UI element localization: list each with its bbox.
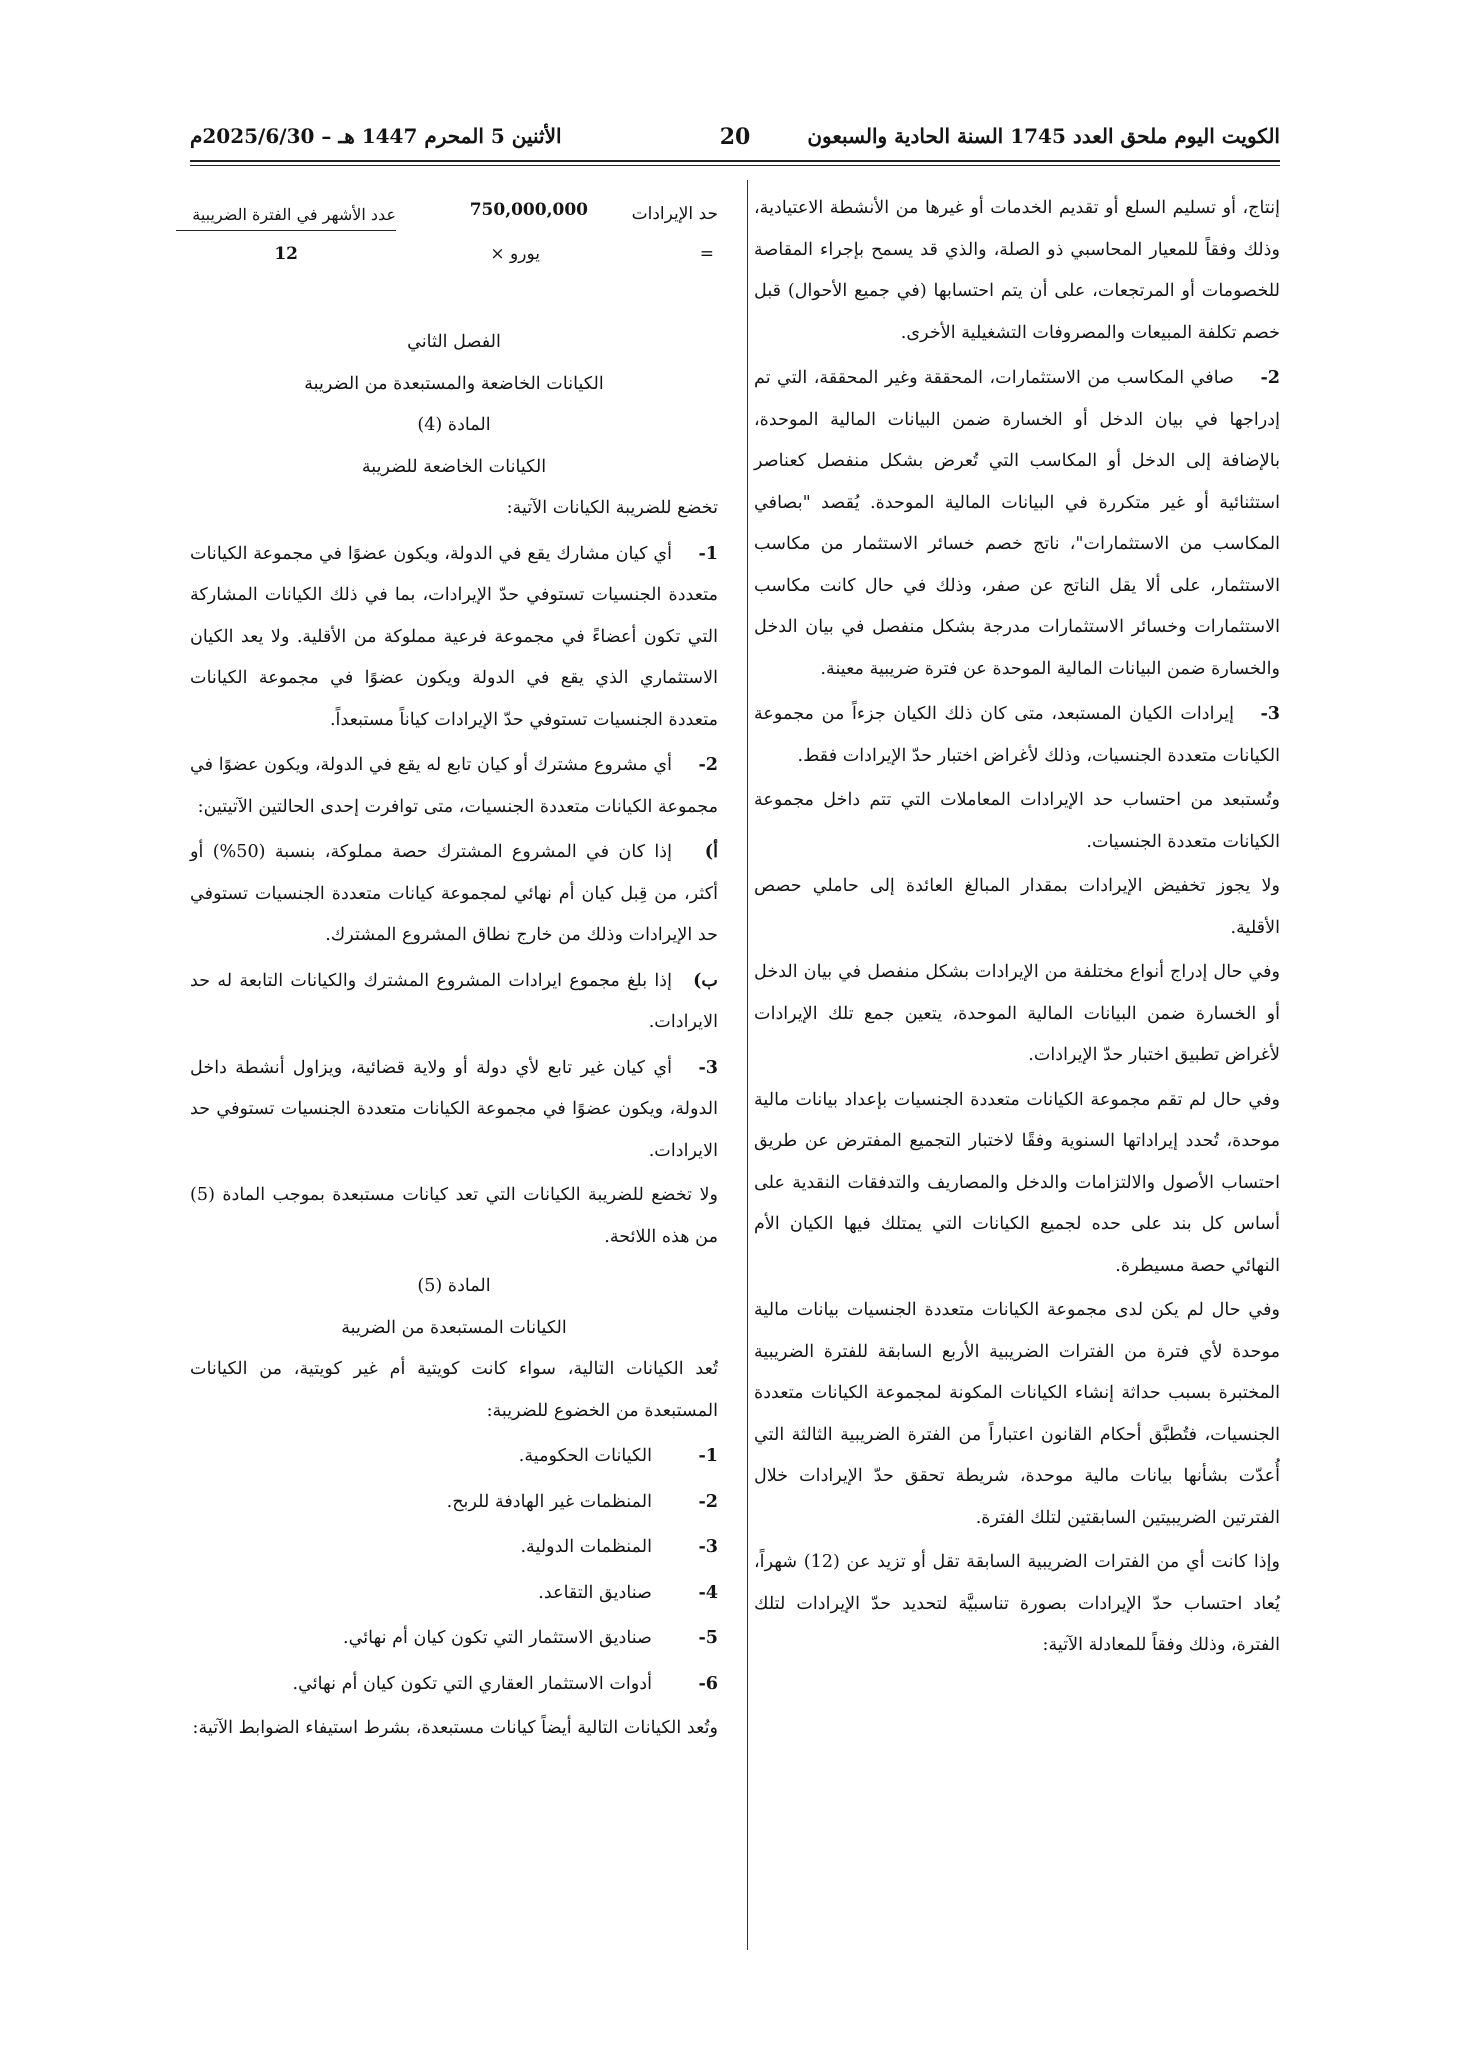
list-item [190, 1526, 718, 1569]
fraction-line [176, 230, 396, 231]
paragraph: وإذا كانت أي من الفترات الضريبية السابقة تقل أو تزيد عن (12) شهراً، يُعاد احتساب حدّ الإيرادات بصورة تناسبيَّة لتحديد حدّ الإيرادات لتلك الفترة، وذلك وفقاً للمعادلة الآتية: [754, 1552, 1280, 1655]
item-text: صناديق التقاعد. [538, 1582, 652, 1603]
article-subtitle: الكيانات الخاضعة للضريبة [361, 456, 547, 477]
chapter-title: الفصل الثاني [407, 332, 501, 352]
item-text: صناديق الاستثمار التي تكون كيان أم نهائي. [343, 1628, 652, 1648]
item-number: 2- [1260, 367, 1280, 388]
item-text: إذا كان في المشروع المشترك حصة مملوكة، بنسبة (50%) أو أكثر، من قِبل كيان أم نهائي لمجموعة كيانات متعددة الجنسيات تستوفي حد الإيرادات وذلك من خارج نطاق المشروع المشترك. [190, 842, 718, 945]
paragraph: وتُستبعد من احتساب حد الإيرادات المعاملات التي تتم داخل مجموعة الكيانات متعددة الجنسيات. [754, 790, 1280, 852]
item-text: أي كيان مشارك يقع في الدولة، ويكون عضوًا في مجموعة الكيانات متعددة الجنسيات تستوفي حدّ الإيرادات، بما في ذلك الكيانات المشاركة التي تكون أعضاءً في مجموعة فرعية مملوكة من الأقلية. ولا يعد الكيان الاستثماري الذي يقع في الدولة ويكون عضوًا في مجموعة الكيانات متعددة الجنسيات تستوفي حدّ الإيرادات كياناً مستبعداً. [190, 543, 718, 730]
item-number: 6- [698, 1672, 718, 1694]
paragraph: ولا يجوز تخفيض الإيرادات بمقدار المبالغ العائدة إلى حاملي حصص الأقلية. [754, 876, 1281, 938]
item-number: 1- [698, 542, 718, 564]
item-number: 2- [698, 754, 718, 775]
item-number: 2- [698, 1490, 718, 1512]
list-item [190, 1663, 718, 1706]
list-item [190, 1481, 718, 1524]
list-item [754, 357, 1280, 690]
article-title: المادة (4) [417, 415, 491, 435]
paragraph: وفي حال لم يكن لدى مجموعة الكيانات متعددة الجنسيات بيانات مالية موحدة لأي فترة من الفترات الضريبية الأربع السابقة للفترة الضريبية المختبرة بسبب حداثة إنشاء الكيانات المكونة لمجموعة الكيانات متعددة الجنسيات، فتُطبَّق أحكام القانون اعتباراً من الفترة الضريبية الثالثة التي أُعدّت بشأنها بيانات مالية موحدة، شريطة تحقق حدّ الإيرادات خلال الفترتين الضريبيتين السابقتين لتلك الفترة. [754, 1300, 1280, 1528]
header-date: الأثنين 5 المحرم 1447 هـ – 2025/6/30م [190, 124, 562, 148]
list-item [190, 744, 718, 828]
paragraph: تُعد الكيانات التالية، سواء كانت كويتية أم غير كويتية، من الكيانات المستبعدة من الخضوع للضريبة: [190, 1359, 718, 1421]
right-column [754, 188, 1280, 1670]
header-publication: الكويت اليوم ملحق العدد 1745 السنة الحادية والسبعون [807, 124, 1280, 148]
sub-item [190, 831, 718, 957]
paragraph: ولا تخضع للضريبة الكيانات التي تعد كيانات مستبعدة بموجب المادة (5) من هذه اللائحة. [190, 1185, 718, 1247]
item-number: 1- [698, 1445, 718, 1466]
item-letter: أ) [704, 841, 718, 862]
item-text: المنظمات غير الهادفة للربح. [446, 1491, 652, 1512]
list-item [190, 1047, 718, 1173]
paragraph: تخضع للضريبة الكيانات الآتية: [506, 498, 718, 518]
paragraph: وفي حال لم تقم مجموعة الكيانات متعددة الجنسيات بإعداد بيانات مالية موحدة، تُحدد إيراداتها السنوية وفقًا لاختبار التجميع المفترض عن طريق احتساب الأصول والالتزامات والدخل والمصاريف والتدفقات النقدية على أساس كل بند على حده لجميع الكيانات التي يمتلك فيها الكيان الأم النهائي حصة مسيطرة. [754, 1089, 1280, 1276]
list-item [190, 1572, 718, 1615]
formula-numerator: عدد الأشهر في الفترة الضريبية [192, 205, 396, 224]
item-text: المنظمات الدولية. [520, 1537, 652, 1557]
paragraph: وتُعد الكيانات التالية أيضاً كيانات مستبعدة، بشرط استيفاء الضوابط الآتية: [192, 1718, 718, 1738]
header-page-number: 20 [719, 124, 751, 150]
list-item [190, 533, 718, 742]
item-letter: ب) [693, 969, 718, 991]
list-item [190, 1435, 718, 1478]
item-number: 3- [1260, 703, 1280, 724]
item-text: إذا بلغ مجموع ايرادات المشروع المشترك والكيانات التابعة له حد الايرادات. [190, 970, 718, 1032]
formula-currency: يورو × [490, 244, 540, 264]
left-column [190, 188, 718, 1753]
item-text: أي مشروع مشترك أو كيان تابع له يقع في الدولة، ويكون عضوًا في مجموعة الكيانات متعددة الجنسيات، متى توافرت إحدى الحالتين الآتيتين: [190, 755, 718, 817]
formula-lhs: حد الإيرادات [631, 204, 718, 224]
item-text: إيرادات الكيان المستبعد، متى كان ذلك الكيان جزءاً من مجموعة الكيانات متعددة الجنسيات، وذلك لأغراض اختبار حدّ الإيرادات فقط. [754, 704, 1280, 766]
item-number: 3- [698, 1056, 718, 1078]
item-text: الكيانات الحكومية. [518, 1446, 652, 1466]
paragraph: وفي حال إدراج أنواع مختلفة من الإيرادات بشكل منفصل في بيان الدخل أو الخسارة ضمن البيانات المالية الموحدة، يتعين جمع تلك الإيرادات لأغراض تطبيق اختبار حدّ الإيرادات. [754, 962, 1280, 1065]
chapter-subtitle: الكيانات الخاضعة والمستبعدة من الضريبة [304, 373, 604, 394]
revenue-formula [190, 188, 718, 310]
item-number: 3- [698, 1536, 718, 1557]
item-text: صافي المكاسب من الاستثمارات، المحققة وغير المحققة، التي تم إدراجها في بيان الدخل أو الخسارة ضمن البيانات المالية الموحدة، بالإضافة إلى الدخل أو المكاسب التي تُعرض بشكل منفصل كعناصر استثنائية أو غير متكررة في البيانات المالية الموحدة. يُقصد "بصافي المكاسب من الاستثمارات"، ناتج خصم خسائر الاستثمار من مكاسب الاستثمار، على ألا يقل الناتج عن صفر، وذلك في حال كانت مكاسب الاستثمارات وخسائر الاستثمارات مدرجة بشكل منفصل في بيان الدخل والخسارة ضمن البيانات المالية الموحدة عن فترة ضريبية معينة. [754, 368, 1280, 679]
formula-equals: = [699, 244, 714, 264]
header-rule [190, 160, 1280, 162]
list-item [754, 693, 1280, 777]
list-item [190, 1617, 718, 1660]
sub-item [190, 960, 718, 1044]
formula-amount: 750,000,000 [469, 200, 588, 220]
header-rule-thin [190, 165, 1280, 166]
item-number: 5- [698, 1627, 718, 1648]
paragraph: إنتاج، أو تسليم السلع أو تقديم الخدمات أو غيرها من الأنشطة الاعتيادية، وذلك وفقاً للمعيار المحاسبي ذو الصلة، والذي قد يسمح بإجراء المقاصة للخصومات أو المرتجعات، على أن يتم احتسابها (في جميع الأحوال) قبل خصم تكلفة المبيعات والمصروفات التشغيلية الأخرى. [754, 198, 1280, 343]
item-text: أدوات الاستثمار العقاري التي تكون كيان أم نهائي. [292, 1673, 652, 1694]
item-number: 4- [698, 1581, 718, 1603]
article-subtitle: الكيانات المستبعدة من الضريبة [341, 1317, 567, 1338]
column-divider [747, 180, 748, 1950]
formula-denominator: 12 [274, 244, 298, 264]
item-text: أي كيان غير تابع لأي دولة أو ولاية قضائية، ويزاول أنشطة داخل الدولة، ويكون عضوًا في مجموعة الكيانات متعددة الجنسيات تستوفي حد الايرادات. [190, 1057, 718, 1161]
page-header [190, 118, 1280, 154]
article-title: المادة (5) [417, 1276, 491, 1296]
